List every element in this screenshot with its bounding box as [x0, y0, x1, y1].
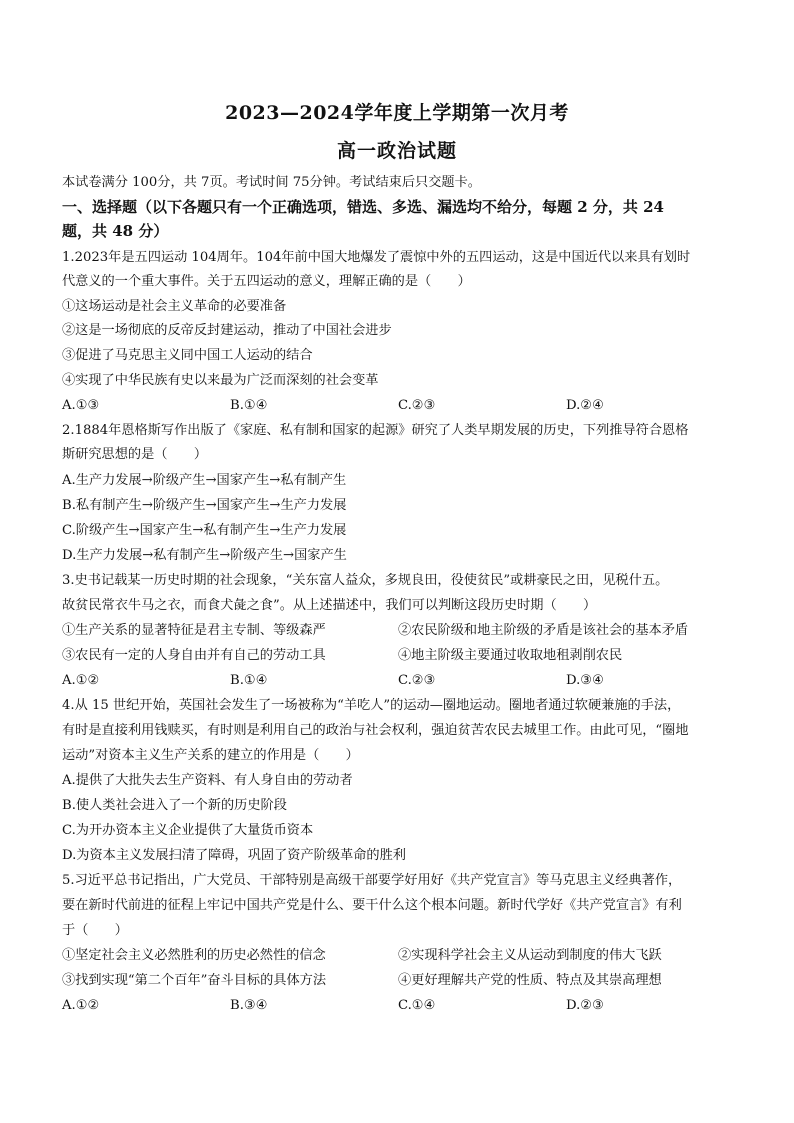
answer-option-b: B.③④: [230, 998, 268, 1013]
answer-option-c: C.①④: [398, 998, 436, 1013]
question-stem: 故贫民常衣牛马之衣，而食犬彘之食”。从上述描述中，我们可以判断这段历史时期（ ）: [62, 598, 597, 613]
statement-item: ②这是一场彻底的反帝反封建运动，推动了中国社会进步: [62, 323, 392, 338]
answer-option-d: D.②③: [566, 998, 604, 1013]
statement-item: ③农民有一定的人身自由并有自己的劳动工具: [62, 648, 326, 663]
statement-item: ③促进了马克思主义同中国工人运动的结合: [62, 348, 313, 363]
question-stem: 2.1884年恩格斯写作出版了《家庭、私有制和国家的起源》研究了人类早期发展的历史，下列推导符合恩格: [62, 423, 689, 438]
statement-item: ④实现了中华民族有史以来最为广泛而深刻的社会变革: [62, 373, 379, 388]
statement-item: ②实现科学社会主义从运动到制度的伟大飞跃: [398, 948, 662, 963]
question-stem: 有时是直接利用钱赎买，有时则是利用自己的政治与社会权利，强迫贫苦农民去城里工作。由此可见，“圈地: [62, 723, 689, 738]
question-stem: 4.从 15 世纪开始，英国社会发生了一场被称为“羊吃人”的运动—圈地运动。圈地者通过软硬兼施的手法，: [62, 698, 681, 713]
answer-option-b: B.①④: [230, 398, 268, 413]
answer-option-d: D.③④: [566, 673, 604, 688]
answer-option-a: A.①③: [62, 398, 100, 413]
answer-option-d: D.②④: [566, 398, 604, 413]
section-heading: 一、选择题（以下各题只有一个正确选项，错选、多选、漏选均不给分，每题 2 分，共 24: [62, 198, 664, 216]
statement-item: ④地主阶级主要通过收取地租剥削农民: [398, 648, 623, 663]
answer-option-a: A.生产力发展→阶级产生→国家产生→私有制产生: [62, 473, 347, 488]
answer-option-c: C.阶级产生→国家产生→私有制产生→生产力发展: [62, 523, 347, 538]
exam-title: 2023—2024学年度上学期第一次月考: [225, 102, 569, 124]
statement-item: ①生产关系的显著特征是君主专制、等级森严: [62, 623, 326, 638]
question-stem: 运动”对资本主义生产关系的建立的作用是（ ）: [62, 748, 359, 763]
statement-item: ①这场运动是社会主义革命的必要准备: [62, 299, 287, 314]
question-stem: 1.2023年是五四运动 104周年。104年前中国大地爆发了震惊中外的五四运动，这是中国近代以来具有划时: [62, 250, 691, 265]
section-heading-cont: 题，共 48 分）: [62, 222, 169, 240]
question-stem: 于（ ）: [62, 923, 128, 938]
answer-option-b: B.使人类社会进入了一个新的历史阶段: [62, 798, 287, 813]
answer-option-d: D.为资本主义发展扫清了障碍，巩固了资产阶级革命的胜利: [62, 848, 406, 863]
question-stem: 斯研究思想的是（ ）: [62, 447, 208, 462]
answer-option-a: A.①②: [62, 998, 100, 1013]
statement-item: ③找到实现“第二个百年”奋斗目标的具体方法: [62, 973, 327, 988]
answer-option-b: B.私有制产生→阶级产生→国家产生→生产力发展: [62, 498, 347, 513]
answer-option-a: A.①②: [62, 673, 100, 688]
question-stem: 要在新时代前进的征程上牢记中国共产党是什么、要干什么这个根本问题。新时代学好《共产党宣言》有利: [62, 898, 682, 913]
statement-item: ④更好理解共产党的性质、特点及其崇高理想: [398, 973, 662, 988]
answer-option-c: C.为开办资本主义企业提供了大量货币资本: [62, 823, 314, 838]
question-stem: 5.习近平总书记指出，广大党员、干部特别是高级干部要学好用好《共产党宣言》等马克思主义经典著作，: [62, 873, 682, 888]
exam-instructions: 本试卷满分 100分，共 7页。考试时间 75分钟。考试结束后只交题卡。: [62, 175, 481, 190]
answer-option-b: B.①④: [230, 673, 268, 688]
question-stem: 3.史书记载某一历史时期的社会现象，“关东富人益众，多规良田，役使贫民”或耕豪民之田，见税什五。: [62, 573, 669, 588]
statement-item: ①坚定社会主义必然胜利的历史必然性的信念: [62, 948, 326, 963]
question-stem: 代意义的一个重大事件。关于五四运动的意义，理解正确的是（ ）: [62, 274, 471, 289]
answer-option-a: A.提供了大批失去生产资料、有人身自由的劳动者: [62, 773, 353, 788]
statement-item: ②农民阶级和地主阶级的矛盾是该社会的基本矛盾: [398, 623, 689, 638]
answer-option-d: D.生产力发展→私有制产生→阶级产生→国家产生: [62, 548, 347, 563]
exam-subtitle: 高一政治试题: [336, 140, 457, 162]
answer-option-c: C.②③: [398, 398, 436, 413]
answer-option-c: C.②③: [398, 673, 436, 688]
